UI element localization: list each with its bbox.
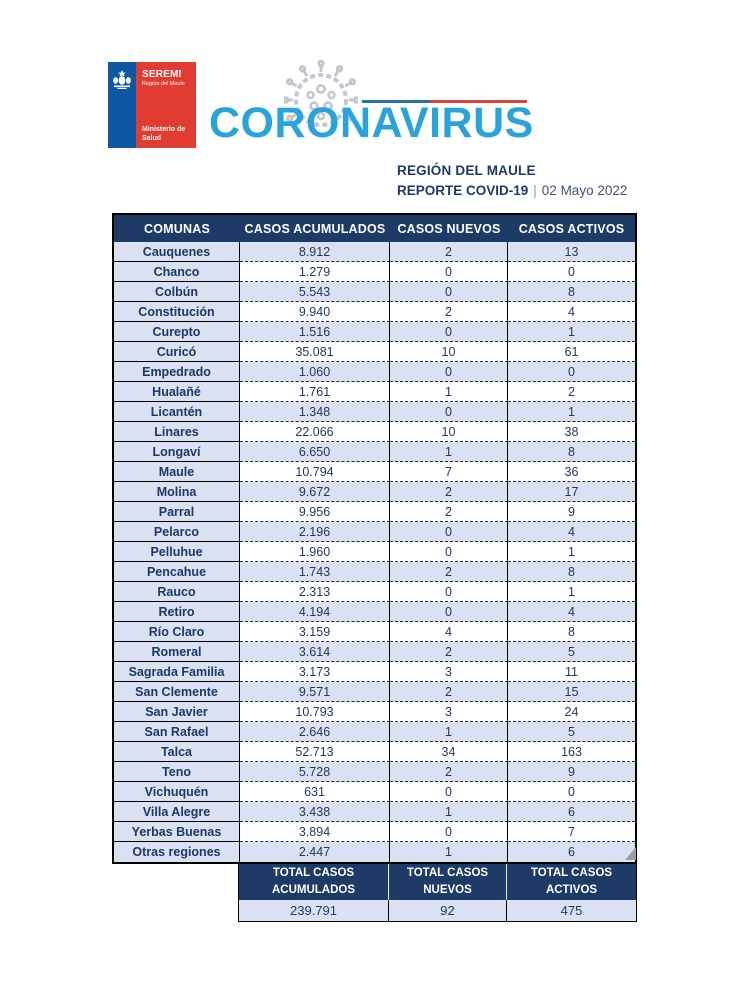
acumulados-cell: 5.543 — [240, 282, 390, 302]
nuevos-cell: 1 — [390, 842, 508, 862]
acumulados-cell: 3.159 — [240, 622, 390, 642]
nuevos-cell: 2 — [390, 682, 508, 702]
nuevos-cell: 0 — [390, 602, 508, 622]
acumulados-cell: 2.313 — [240, 582, 390, 602]
comuna-cell: Río Claro — [114, 622, 240, 642]
table-header-row — [114, 215, 635, 242]
acumulados-cell: 6.650 — [240, 442, 390, 462]
acumulados-cell: 9.956 — [240, 502, 390, 522]
activos-cell: 8 — [508, 562, 635, 582]
nuevos-cell: 1 — [390, 722, 508, 742]
comuna-cell: Vichuquén — [114, 782, 240, 802]
acumulados-cell: 1.516 — [240, 322, 390, 342]
logo-blue-stripe — [108, 62, 136, 148]
table-row — [114, 462, 635, 482]
table-row — [114, 402, 635, 422]
comuna-cell: Otras regiones — [114, 842, 240, 862]
nuevos-cell: 3 — [390, 662, 508, 682]
table-row — [114, 382, 635, 402]
activos-cell: 17 — [508, 482, 635, 502]
nuevos-cell: 2 — [390, 762, 508, 782]
nuevos-cell: 0 — [390, 782, 508, 802]
comuna-cell: Romeral — [114, 642, 240, 662]
acumulados-cell: 9.940 — [240, 302, 390, 322]
nuevos-cell: 7 — [390, 462, 508, 482]
activos-cell: 5 — [508, 642, 635, 662]
acumulados-cell: 1.743 — [240, 562, 390, 582]
acumulados-cell: 22.066 — [240, 422, 390, 442]
activos-cell: 61 — [508, 342, 635, 362]
table-row — [114, 762, 635, 782]
comuna-cell: Yerbas Buenas — [114, 822, 240, 842]
comuna-cell: Empedrado — [114, 362, 240, 382]
activos-cell: 6 — [508, 842, 635, 862]
comuna-cell: Licantén — [114, 402, 240, 422]
activos-cell: 24 — [508, 702, 635, 722]
acumulados-cell: 1.279 — [240, 262, 390, 282]
logo-seremi-text: SEREMI — [142, 69, 182, 80]
activos-cell: 6 — [508, 802, 635, 822]
totals-header-acumulados — [239, 864, 389, 900]
acumulados-cell: 10.793 — [240, 702, 390, 722]
nuevos-cell: 0 — [390, 582, 508, 602]
activos-cell: 13 — [508, 242, 635, 262]
activos-cell: 8 — [508, 282, 635, 302]
table-row — [114, 522, 635, 542]
comuna-cell: Chanco — [114, 262, 240, 282]
region-title: REGIÓN DEL MAULE — [397, 163, 536, 178]
table-row — [114, 302, 635, 322]
table-row — [114, 582, 635, 602]
table-row — [114, 782, 635, 802]
logo-ministerio-line1: Ministerio de — [142, 125, 186, 133]
table-row — [114, 662, 635, 682]
table-row — [114, 682, 635, 702]
activos-cell: 1 — [508, 542, 635, 562]
acumulados-cell: 3.894 — [240, 822, 390, 842]
table-row — [114, 282, 635, 302]
acumulados-cell: 52.713 — [240, 742, 390, 762]
table-row — [114, 802, 635, 822]
totals-header-line: TOTAL CASOS — [406, 867, 489, 880]
nuevos-cell: 2 — [390, 642, 508, 662]
totals-header-row — [239, 864, 636, 900]
activos-cell: 5 — [508, 722, 635, 742]
acumulados-cell: 9.571 — [240, 682, 390, 702]
report-subheader — [397, 163, 627, 198]
activos-cell: 2 — [508, 382, 635, 402]
activos-cell: 38 — [508, 422, 635, 442]
acumulados-cell: 2.646 — [240, 722, 390, 742]
nuevos-cell: 3 — [390, 702, 508, 722]
acumulados-cell: 1.060 — [240, 362, 390, 382]
comuna-cell: Pelarco — [114, 522, 240, 542]
acumulados-cell: 3.614 — [240, 642, 390, 662]
comuna-cell: Curicó — [114, 342, 240, 362]
acumulados-cell: 631 — [240, 782, 390, 802]
acumulados-cell: 1.761 — [240, 382, 390, 402]
table-body — [114, 242, 635, 862]
nuevos-cell: 10 — [390, 422, 508, 442]
comuna-cell: Talca — [114, 742, 240, 762]
comuna-cell: Hualañé — [114, 382, 240, 402]
comuna-cell: Constitución — [114, 302, 240, 322]
table-row — [114, 622, 635, 642]
column-header-comunas: COMUNAS — [144, 221, 210, 236]
activos-cell: 0 — [508, 262, 635, 282]
comuna-cell: Villa Alegre — [114, 802, 240, 822]
comuna-cell: Curepto — [114, 322, 240, 342]
activos-cell: 9 — [508, 762, 635, 782]
nuevos-cell: 0 — [390, 542, 508, 562]
seremi-logo — [108, 62, 196, 148]
table-row — [114, 842, 635, 862]
comuna-cell: San Clemente — [114, 682, 240, 702]
table-row — [114, 642, 635, 662]
table-row — [114, 702, 635, 722]
totals-header-line: TOTAL CASOS — [530, 867, 613, 880]
activos-cell: 4 — [508, 302, 635, 322]
table-row — [114, 342, 635, 362]
acumulados-cell: 3.438 — [240, 802, 390, 822]
nuevos-cell: 0 — [390, 362, 508, 382]
table-row — [114, 322, 635, 342]
nuevos-cell: 0 — [390, 402, 508, 422]
report-title-line — [397, 183, 627, 198]
table-row — [114, 502, 635, 522]
totals-header-nuevos — [389, 864, 507, 900]
activos-cell: 1 — [508, 322, 635, 342]
comuna-cell: Parral — [114, 502, 240, 522]
comuna-cell: Cauquenes — [114, 242, 240, 262]
comuna-cell: Retiro — [114, 602, 240, 622]
activos-cell: 4 — [508, 522, 635, 542]
table-row — [114, 422, 635, 442]
acumulados-cell: 9.672 — [240, 482, 390, 502]
nuevos-cell: 1 — [390, 442, 508, 462]
totals-header-line: ACUMULADOS — [271, 884, 356, 896]
totals-header-line: ACTIVOS — [545, 884, 598, 896]
comuna-cell: Longaví — [114, 442, 240, 462]
comuna-cell: Linares — [114, 422, 240, 442]
report-label: REPORTE COVID-19 — [397, 183, 529, 198]
activos-cell: 9 — [508, 502, 635, 522]
nuevos-cell: 10 — [390, 342, 508, 362]
comuna-cell: Teno — [114, 762, 240, 782]
logo-region-text: Región del Maule — [142, 81, 185, 87]
nuevos-cell: 2 — [390, 502, 508, 522]
acumulados-cell: 3.173 — [240, 662, 390, 682]
comuna-cell: Sagrada Familia — [114, 662, 240, 682]
nuevos-cell: 0 — [390, 282, 508, 302]
covid-table — [112, 213, 637, 864]
coat-of-arms-icon — [111, 69, 133, 91]
totals-table — [238, 862, 637, 922]
acumulados-cell: 1.960 — [240, 542, 390, 562]
total-acumulados-value: 239.791 — [239, 900, 389, 921]
comuna-cell: San Javier — [114, 702, 240, 722]
activos-cell: 163 — [508, 742, 635, 762]
comuna-cell: Pelluhue — [114, 542, 240, 562]
acumulados-cell: 35.081 — [240, 342, 390, 362]
nuevos-cell: 34 — [390, 742, 508, 762]
table-row — [114, 482, 635, 502]
comuna-cell: Colbún — [114, 282, 240, 302]
table-row — [114, 442, 635, 462]
acumulados-cell: 4.194 — [240, 602, 390, 622]
table-row — [114, 742, 635, 762]
corner-fold-artifact — [625, 847, 636, 860]
totals-header-activos — [507, 864, 636, 900]
comuna-cell: Pencahue — [114, 562, 240, 582]
acumulados-cell: 2.196 — [240, 522, 390, 542]
table-row — [114, 242, 635, 262]
activos-cell: 0 — [508, 362, 635, 382]
acumulados-cell: 2.447 — [240, 842, 390, 862]
acumulados-cell: 10.794 — [240, 462, 390, 482]
nuevos-cell: 0 — [390, 822, 508, 842]
page-title: CORONAVIRUS — [209, 99, 534, 147]
table-row — [114, 562, 635, 582]
activos-cell: 36 — [508, 462, 635, 482]
activos-cell: 1 — [508, 402, 635, 422]
activos-cell: 0 — [508, 782, 635, 802]
table-row — [114, 262, 635, 282]
activos-cell: 7 — [508, 822, 635, 842]
activos-cell: 11 — [508, 662, 635, 682]
nuevos-cell: 1 — [390, 802, 508, 822]
nuevos-cell: 4 — [390, 622, 508, 642]
totals-values-row — [239, 900, 636, 921]
comuna-cell: Rauco — [114, 582, 240, 602]
comuna-cell: Molina — [114, 482, 240, 502]
comuna-cell: Maule — [114, 462, 240, 482]
activos-cell: 1 — [508, 582, 635, 602]
table-row — [114, 362, 635, 382]
total-nuevos-value: 92 — [389, 900, 507, 921]
activos-cell: 8 — [508, 622, 635, 642]
totals-header-line: NUEVOS — [423, 884, 472, 896]
logo-ministerio-text — [142, 125, 194, 143]
nuevos-cell: 2 — [390, 482, 508, 502]
logo-ministerio-line2: Salud — [142, 134, 162, 142]
nuevos-cell: 2 — [390, 302, 508, 322]
nuevos-cell: 2 — [390, 242, 508, 262]
total-activos-value: 475 — [560, 903, 583, 918]
table-row — [114, 602, 635, 622]
totals-header-line: TOTAL CASOS — [272, 867, 355, 880]
logo-red-panel — [136, 62, 196, 148]
table-row — [114, 822, 635, 842]
column-header-activos: CASOS ACTIVOS — [518, 221, 625, 236]
table-row — [114, 542, 635, 562]
acumulados-cell: 8.912 — [240, 242, 390, 262]
nuevos-cell: 0 — [390, 262, 508, 282]
column-header-acumulados: CASOS ACUMULADOS — [244, 221, 386, 236]
column-header-nuevos: CASOS NUEVOS — [397, 221, 501, 236]
nuevos-cell: 2 — [390, 562, 508, 582]
activos-cell: 15 — [508, 682, 635, 702]
acumulados-cell: 1.348 — [240, 402, 390, 422]
comuna-cell: San Rafael — [114, 722, 240, 742]
nuevos-cell: 1 — [390, 382, 508, 402]
nuevos-cell: 0 — [390, 522, 508, 542]
activos-cell: 4 — [508, 602, 635, 622]
nuevos-cell: 0 — [390, 322, 508, 342]
separator: | — [533, 183, 537, 198]
acumulados-cell: 5.728 — [240, 762, 390, 782]
table-row — [114, 722, 635, 742]
activos-cell: 8 — [508, 442, 635, 462]
report-date: 02 Mayo 2022 — [541, 183, 628, 198]
